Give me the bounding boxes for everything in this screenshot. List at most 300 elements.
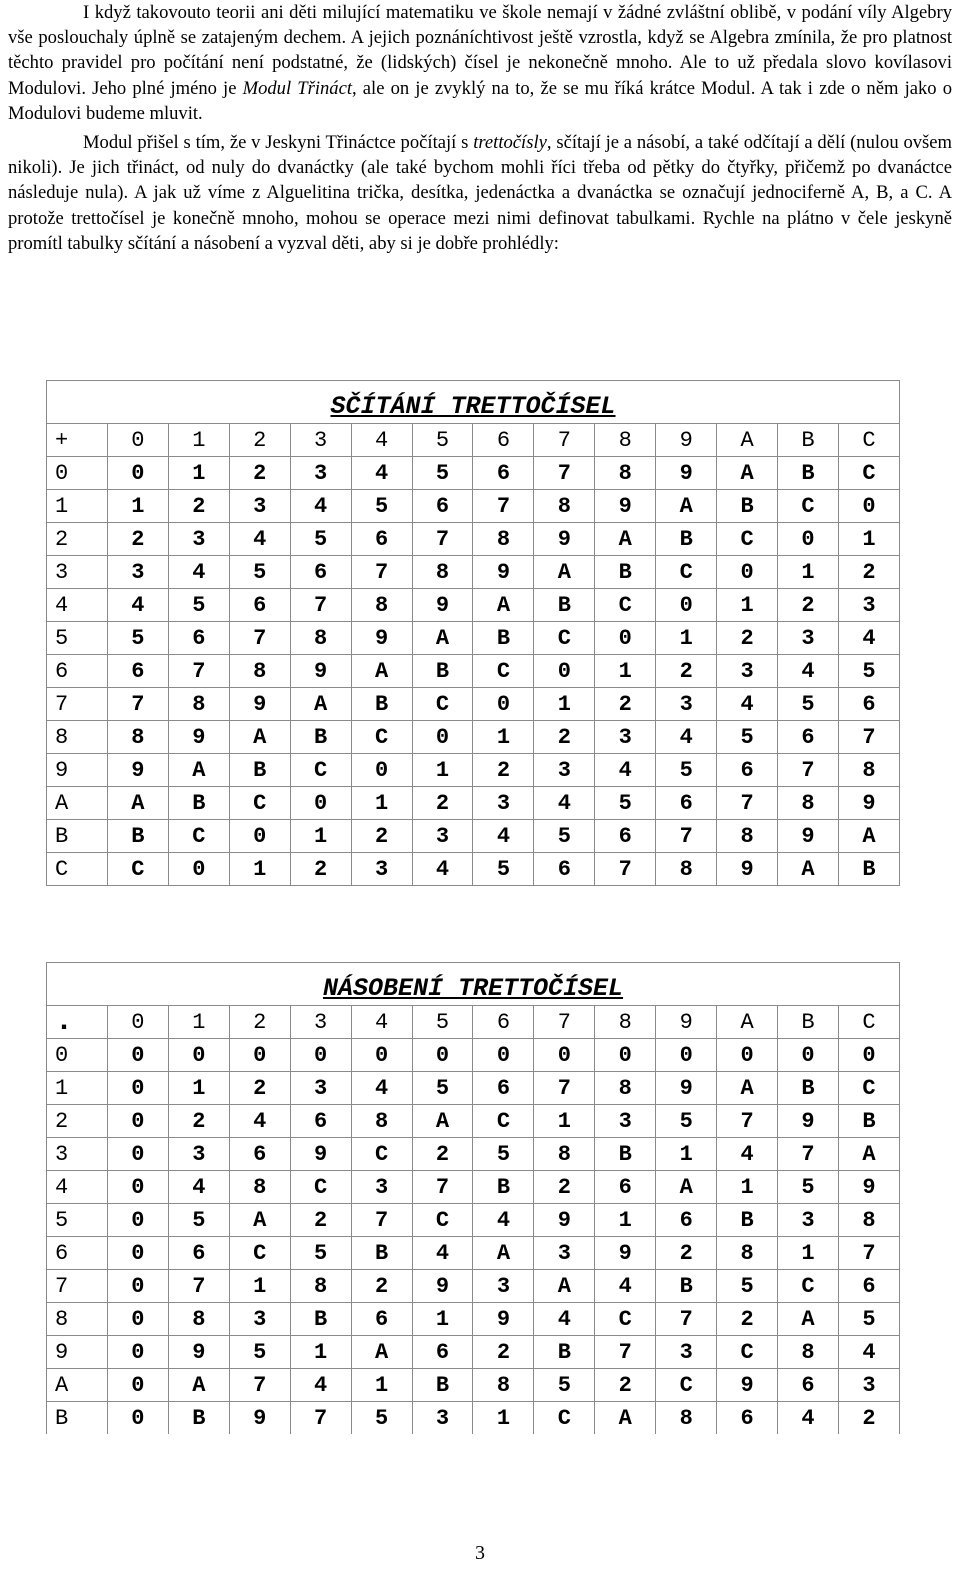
- multiplication-table-cell: 5: [351, 1402, 412, 1435]
- addition-table-cell: C: [656, 556, 717, 589]
- addition-table-cell: 6: [778, 721, 839, 754]
- addition-table: [46, 380, 900, 886]
- text-run: I když takovouto teorii ani děti milující matematiku ve škole nemají v žádné zvláštní oblibě, v podání víly Algebry vše poslouchaly úplně se zatajeným dechem. A jejich poznáníchtivost ještě vzrostla, když se Algebra zmínila, že pro platnost těchto pravidel pro počítání není podstatné, že (lidských) čísel je nekonečně mnoho. Ale to už předala slovo kovílasovi Modulovi. Jeho plné jméno je: [8, 2, 952, 99]
- addition-table-cell: 3: [838, 589, 899, 622]
- addition-table-cell: 6: [229, 589, 290, 622]
- multiplication-table-cell: 1: [412, 1303, 473, 1336]
- addition-table-cell: 6: [168, 622, 229, 655]
- addition-table-cell: 7: [656, 820, 717, 853]
- multiplication-table-cell: 1: [168, 1072, 229, 1105]
- multiplication-table-cell: C: [229, 1237, 290, 1270]
- multiplication-table-cell: 4: [412, 1237, 473, 1270]
- multiplication-row-header: 1: [47, 1072, 108, 1105]
- multiplication-table-cell: C: [290, 1171, 351, 1204]
- multiplication-table-cell: 7: [656, 1303, 717, 1336]
- multiplication-table-cell: 5: [229, 1336, 290, 1369]
- multiplication-table-cell: 0: [107, 1204, 168, 1237]
- multiplication-column-header: 2: [229, 1006, 290, 1039]
- multiplication-table-cell: A: [351, 1336, 412, 1369]
- addition-column-header: 0: [107, 424, 168, 457]
- multiplication-row-header: 5: [47, 1204, 108, 1237]
- multiplication-table-cell: 6: [838, 1270, 899, 1303]
- multiplication-table-cell: 2: [473, 1336, 534, 1369]
- multiplication-table-cell: 4: [473, 1204, 534, 1237]
- addition-table-cell: A: [656, 490, 717, 523]
- multiplication-table-cell: 4: [534, 1303, 595, 1336]
- multiplication-table-cell: 6: [290, 1105, 351, 1138]
- multiplication-table-cell: A: [838, 1138, 899, 1171]
- multiplication-header-row: [47, 1006, 900, 1039]
- addition-row-header: 3: [47, 556, 108, 589]
- addition-table-cell: 2: [717, 622, 778, 655]
- multiplication-table-row: [47, 1336, 900, 1369]
- addition-table-cell: 2: [107, 523, 168, 556]
- addition-table-cell: 0: [717, 556, 778, 589]
- multiplication-table-cell: 0: [778, 1039, 839, 1072]
- multiplication-table-cell: 9: [473, 1303, 534, 1336]
- addition-table-row: [47, 655, 900, 688]
- addition-table-cell: 4: [229, 523, 290, 556]
- multiplication-table-cell: 4: [168, 1171, 229, 1204]
- multiplication-table-cell: 8: [595, 1072, 656, 1105]
- addition-table-cell: 0: [412, 721, 473, 754]
- addition-table-cell: 8: [717, 820, 778, 853]
- multiplication-table-cell: 2: [351, 1270, 412, 1303]
- addition-table-cell: 2: [412, 787, 473, 820]
- multiplication-table-cell: 9: [717, 1369, 778, 1402]
- multiplication-table-cell: 4: [838, 1336, 899, 1369]
- addition-table-cell: A: [412, 622, 473, 655]
- multiplication-table-row: [47, 1237, 900, 1270]
- addition-table-cell: 3: [351, 853, 412, 886]
- addition-table-cell: 5: [534, 820, 595, 853]
- addition-table-cell: 3: [717, 655, 778, 688]
- multiplication-table-cell: 7: [717, 1105, 778, 1138]
- addition-row-header: 5: [47, 622, 108, 655]
- multiplication-table-cell: 9: [838, 1171, 899, 1204]
- addition-table-cell: B: [595, 556, 656, 589]
- multiplication-table-cell: A: [595, 1402, 656, 1435]
- multiplication-table-cell: 7: [290, 1402, 351, 1435]
- multiplication-table-row: [47, 1204, 900, 1237]
- addition-table-cell: 0: [778, 523, 839, 556]
- addition-table-cell: 7: [534, 457, 595, 490]
- multiplication-table-cell: 8: [168, 1303, 229, 1336]
- addition-table-cell: 0: [534, 655, 595, 688]
- multiplication-table-cell: C: [412, 1204, 473, 1237]
- multiplication-table-cell: 0: [107, 1039, 168, 1072]
- multiplication-table-cell: 8: [229, 1171, 290, 1204]
- multiplication-table-row: [47, 1369, 900, 1402]
- multiplication-table-cell: 1: [351, 1369, 412, 1402]
- multiplication-table-cell: 4: [717, 1138, 778, 1171]
- multiplication-table-cell: 5: [534, 1369, 595, 1402]
- multiplication-table-cell: 9: [229, 1402, 290, 1435]
- multiplication-table-cell: 0: [107, 1237, 168, 1270]
- multiplication-table-cell: 5: [168, 1204, 229, 1237]
- multiplication-table-cell: 6: [412, 1336, 473, 1369]
- multiplication-table-cell: A: [534, 1270, 595, 1303]
- multiplication-table-cell: 0: [290, 1039, 351, 1072]
- addition-table-cell: 8: [168, 688, 229, 721]
- addition-table-row: [47, 787, 900, 820]
- multiplication-table-row: [47, 1270, 900, 1303]
- addition-table-row: [47, 490, 900, 523]
- addition-table-cell: 5: [290, 523, 351, 556]
- multiplication-table-cell: 0: [473, 1039, 534, 1072]
- multiplication-table-cell: 9: [656, 1072, 717, 1105]
- addition-table-cell: 9: [838, 787, 899, 820]
- addition-table-cell: 7: [107, 688, 168, 721]
- addition-table-cell: 3: [595, 721, 656, 754]
- addition-table-cell: 7: [290, 589, 351, 622]
- multiplication-column-header: B: [778, 1006, 839, 1039]
- addition-table-cell: 2: [534, 721, 595, 754]
- page-number: 3: [475, 1542, 485, 1564]
- multiplication-table-cell: 0: [107, 1303, 168, 1336]
- multiplication-table-cell: C: [656, 1369, 717, 1402]
- multiplication-table-cell: 0: [595, 1039, 656, 1072]
- addition-table-cell: 1: [473, 721, 534, 754]
- multiplication-table-cell: B: [290, 1303, 351, 1336]
- addition-table-cell: B: [412, 655, 473, 688]
- addition-column-header: 5: [412, 424, 473, 457]
- multiplication-table-cell: 5: [717, 1270, 778, 1303]
- multiplication-table-cell: B: [778, 1072, 839, 1105]
- addition-row-header: 2: [47, 523, 108, 556]
- addition-table-cell: 2: [656, 655, 717, 688]
- multiplication-table-cell: B: [412, 1369, 473, 1402]
- addition-table-cell: 2: [838, 556, 899, 589]
- multiplication-column-header: 8: [595, 1006, 656, 1039]
- addition-table-cell: 4: [412, 853, 473, 886]
- multiplication-table-cell: 5: [412, 1072, 473, 1105]
- addition-table-cell: 0: [595, 622, 656, 655]
- multiplication-table-cell: 1: [717, 1171, 778, 1204]
- addition-table-cell: 5: [473, 853, 534, 886]
- multiplication-table-cell: 7: [351, 1204, 412, 1237]
- multiplication-table-cell: 6: [595, 1171, 656, 1204]
- addition-table-cell: 5: [656, 754, 717, 787]
- text-run: Modul přišel s tím, že v Jeskyni Třináctce počítají s: [83, 132, 474, 154]
- multiplication-table-cell: 4: [595, 1270, 656, 1303]
- addition-row-header: 1: [47, 490, 108, 523]
- multiplication-table-cell: 0: [717, 1039, 778, 1072]
- addition-table-cell: B: [838, 853, 899, 886]
- addition-table-cell: B: [656, 523, 717, 556]
- addition-operator-symbol: +: [47, 424, 108, 457]
- addition-table-cell: 9: [412, 589, 473, 622]
- multiplication-table-cell: 6: [351, 1303, 412, 1336]
- addition-table-cell: 3: [412, 820, 473, 853]
- addition-table-cell: 5: [229, 556, 290, 589]
- addition-table-cell: 6: [534, 853, 595, 886]
- addition-table-cell: 6: [351, 523, 412, 556]
- multiplication-table-cell: 3: [838, 1369, 899, 1402]
- addition-table-cell: 0: [473, 688, 534, 721]
- addition-table-row: [47, 523, 900, 556]
- addition-table-cell: 3: [778, 622, 839, 655]
- multiplication-table-cell: 5: [778, 1171, 839, 1204]
- multiplication-table-cell: 1: [473, 1402, 534, 1435]
- addition-table-cell: A: [229, 721, 290, 754]
- multiplication-table-cell: 3: [351, 1171, 412, 1204]
- multiplication-table-cell: 7: [534, 1072, 595, 1105]
- addition-table-cell: B: [534, 589, 595, 622]
- multiplication-table-cell: 6: [168, 1237, 229, 1270]
- multiplication-table-cell: B: [717, 1204, 778, 1237]
- multiplication-column-header: 5: [412, 1006, 473, 1039]
- multiplication-table-cell: 6: [717, 1402, 778, 1435]
- addition-table-cell: 1: [656, 622, 717, 655]
- multiplication-table-cell: 9: [412, 1270, 473, 1303]
- addition-table-cell: 0: [838, 490, 899, 523]
- addition-table-cell: 8: [351, 589, 412, 622]
- multiplication-table-row: [47, 1402, 900, 1435]
- multiplication-table-cell: 5: [838, 1303, 899, 1336]
- addition-column-header: 7: [534, 424, 595, 457]
- addition-table-cell: 3: [290, 457, 351, 490]
- addition-table-cell: 5: [838, 655, 899, 688]
- multiplication-column-header: 7: [534, 1006, 595, 1039]
- multiplication-table-cell: 3: [595, 1105, 656, 1138]
- addition-table-cell: 6: [107, 655, 168, 688]
- addition-table-cell: A: [595, 523, 656, 556]
- multiplication-table-cell: 4: [290, 1369, 351, 1402]
- multiplication-table-cell: A: [229, 1204, 290, 1237]
- addition-table-cell: B: [168, 787, 229, 820]
- multiplication-table-cell: 0: [229, 1039, 290, 1072]
- multiplication-table-cell: 8: [656, 1402, 717, 1435]
- addition-table-cell: 5: [412, 457, 473, 490]
- addition-table-cell: 1: [168, 457, 229, 490]
- multiplication-table-cell: 3: [778, 1204, 839, 1237]
- addition-table-cell: A: [168, 754, 229, 787]
- paragraph: [8, 0, 952, 126]
- multiplication-table-cell: 1: [229, 1270, 290, 1303]
- multiplication-table-cell: 7: [778, 1138, 839, 1171]
- multiplication-table-cell: 6: [473, 1072, 534, 1105]
- addition-table-cell: 7: [168, 655, 229, 688]
- addition-row-header: 4: [47, 589, 108, 622]
- addition-table-cell: 3: [473, 787, 534, 820]
- multiplication-table-cell: 9: [290, 1138, 351, 1171]
- addition-table-cell: 4: [595, 754, 656, 787]
- addition-table-cell: 7: [778, 754, 839, 787]
- addition-table-row: [47, 622, 900, 655]
- multiplication-table-cell: 3: [229, 1303, 290, 1336]
- multiplication-table-cell: A: [717, 1072, 778, 1105]
- addition-table-cell: 8: [656, 853, 717, 886]
- addition-table-cell: C: [412, 688, 473, 721]
- addition-table-cell: 7: [473, 490, 534, 523]
- multiplication-table-cell: A: [656, 1171, 717, 1204]
- text-run: , sčítají je a násobí, a také odčítají a dělí (nulou ovšem nikoli). Je jich třináct, od nuly do dvanáctky (ale také bychom mohli říci třeba od pětky do čtyřky, přičemž po dvanáctce následuje nula). A jak už víme z Alguelitina trička, desítka, jedenáctka a dvanáctka se označují jednociferně A, B, a C. A protože trettočísel je konečně mnoho, mohou se operace mezi nimi definovat tabulkami. Rychle na plátno v čele jeskyně promítl tabulky sčítání a násobení a vyzval děti, aby si je dobře prohlédly:: [8, 132, 953, 254]
- addition-table-cell: 8: [107, 721, 168, 754]
- multiplication-table-cell: 0: [838, 1039, 899, 1072]
- multiplication-table-cell: 2: [412, 1138, 473, 1171]
- addition-table-cell: 4: [656, 721, 717, 754]
- multiplication-table-cell: B: [838, 1105, 899, 1138]
- addition-table-cell: 5: [107, 622, 168, 655]
- addition-table-cell: 9: [778, 820, 839, 853]
- multiplication-table-cell: C: [595, 1303, 656, 1336]
- addition-table-cell: A: [473, 589, 534, 622]
- multiplication-table-row: [47, 1105, 900, 1138]
- addition-table-cell: C: [168, 820, 229, 853]
- addition-table-cell: 1: [595, 655, 656, 688]
- multiplication-table-cell: 3: [534, 1237, 595, 1270]
- addition-table-cell: 5: [168, 589, 229, 622]
- addition-table-cell: 3: [534, 754, 595, 787]
- addition-table-cell: B: [473, 622, 534, 655]
- addition-table-cell: C: [107, 853, 168, 886]
- addition-table-cell: B: [290, 721, 351, 754]
- addition-table-cell: 7: [412, 523, 473, 556]
- addition-table-cell: 8: [473, 523, 534, 556]
- multiplication-table-cell: B: [656, 1270, 717, 1303]
- multiplication-table-cell: 8: [473, 1369, 534, 1402]
- addition-column-header: 1: [168, 424, 229, 457]
- multiplication-table-cell: 0: [107, 1270, 168, 1303]
- multiplication-row-header: 2: [47, 1105, 108, 1138]
- addition-table-cell: 1: [717, 589, 778, 622]
- addition-header-row: [47, 424, 900, 457]
- addition-table-cell: A: [107, 787, 168, 820]
- multiplication-table: [46, 962, 900, 1434]
- multiplication-table-row: [47, 1039, 900, 1072]
- multiplication-table-cell: 7: [412, 1171, 473, 1204]
- multiplication-table-cell: A: [412, 1105, 473, 1138]
- multiplication-table-cell: 9: [168, 1336, 229, 1369]
- multiplication-table-cell: 8: [290, 1270, 351, 1303]
- addition-table-cell: 9: [168, 721, 229, 754]
- multiplication-table-cell: 5: [656, 1105, 717, 1138]
- multiplication-table-cell: 0: [107, 1072, 168, 1105]
- multiplication-table-cell: 3: [412, 1402, 473, 1435]
- addition-table-cell: 2: [168, 490, 229, 523]
- addition-table-cell: 8: [412, 556, 473, 589]
- multiplication-table-cell: 0: [107, 1369, 168, 1402]
- multiplication-table-cell: 8: [351, 1105, 412, 1138]
- addition-table-cell: A: [290, 688, 351, 721]
- addition-table-cell: A: [534, 556, 595, 589]
- addition-table-cell: 3: [656, 688, 717, 721]
- addition-table-cell: 8: [534, 490, 595, 523]
- addition-row-header: C: [47, 853, 108, 886]
- multiplication-table-cell: 3: [290, 1072, 351, 1105]
- addition-table-cell: 6: [412, 490, 473, 523]
- multiplication-table-cell: 3: [168, 1138, 229, 1171]
- addition-table-cell: 6: [473, 457, 534, 490]
- multiplication-table-row: [47, 1303, 900, 1336]
- multiplication-table-cell: 8: [717, 1237, 778, 1270]
- addition-table-cell: 4: [534, 787, 595, 820]
- addition-table-cell: 8: [838, 754, 899, 787]
- addition-table-cell: 5: [717, 721, 778, 754]
- text-run: , ale on je zvyklý na to, že se mu říká krátce Modul. A tak i zde o něm jako o Modulovi budeme mluvit.: [8, 77, 952, 124]
- addition-table-cell: B: [351, 688, 412, 721]
- addition-table-cell: 1: [534, 688, 595, 721]
- multiplication-table-cell: 2: [534, 1171, 595, 1204]
- addition-table-cell: 9: [351, 622, 412, 655]
- multiplication-table-cell: B: [473, 1171, 534, 1204]
- addition-table-cell: A: [351, 655, 412, 688]
- addition-table-cell: 8: [290, 622, 351, 655]
- multiplication-column-header: C: [838, 1006, 899, 1039]
- multiplication-table-cell: 2: [229, 1072, 290, 1105]
- multiplication-row-header: 7: [47, 1270, 108, 1303]
- addition-table-cell: 1: [290, 820, 351, 853]
- addition-table-cell: 0: [351, 754, 412, 787]
- multiplication-table-row: [47, 1138, 900, 1171]
- multiplication-column-header: 4: [351, 1006, 412, 1039]
- addition-table-cell: 9: [107, 754, 168, 787]
- multiplication-table-cell: B: [595, 1138, 656, 1171]
- italic-term: trettočísly: [473, 132, 547, 154]
- addition-column-header: A: [717, 424, 778, 457]
- addition-table-cell: 4: [838, 622, 899, 655]
- multiplication-table-cell: 0: [656, 1039, 717, 1072]
- addition-table-cell: 1: [107, 490, 168, 523]
- paragraph: [8, 130, 952, 256]
- addition-row-header: 9: [47, 754, 108, 787]
- multiplication-row-header: 4: [47, 1171, 108, 1204]
- multiplication-table-cell: 4: [229, 1105, 290, 1138]
- addition-table-cell: 3: [229, 490, 290, 523]
- addition-row-header: B: [47, 820, 108, 853]
- addition-table-cell: B: [229, 754, 290, 787]
- addition-table-cell: C: [778, 490, 839, 523]
- addition-table-cell: 5: [595, 787, 656, 820]
- multiplication-table-cell: 7: [229, 1369, 290, 1402]
- addition-column-header: 8: [595, 424, 656, 457]
- multiplication-row-header: 6: [47, 1237, 108, 1270]
- addition-table-cell: 2: [595, 688, 656, 721]
- multiplication-table-cell: 7: [595, 1336, 656, 1369]
- addition-title-row: [47, 381, 900, 424]
- addition-table-row: [47, 457, 900, 490]
- addition-table-row: [47, 853, 900, 886]
- multiplication-table-cell: 9: [534, 1204, 595, 1237]
- multiplication-table-cell: 1: [656, 1138, 717, 1171]
- addition-table-cell: 1: [838, 523, 899, 556]
- addition-table-cell: C: [290, 754, 351, 787]
- addition-table-cell: 2: [778, 589, 839, 622]
- multiplication-table-cell: 0: [534, 1039, 595, 1072]
- body-text: [8, 0, 952, 256]
- addition-table-cell: 7: [351, 556, 412, 589]
- addition-row-header: 8: [47, 721, 108, 754]
- multiplication-table-cell: 4: [778, 1402, 839, 1435]
- multiplication-table-cell: 1: [595, 1204, 656, 1237]
- multiplication-table-row: [47, 1171, 900, 1204]
- multiplication-table-cell: 0: [107, 1402, 168, 1435]
- addition-table-row: [47, 556, 900, 589]
- addition-table-cell: C: [717, 523, 778, 556]
- multiplication-table-cell: 3: [656, 1336, 717, 1369]
- multiplication-table-cell: A: [473, 1237, 534, 1270]
- multiplication-table-cell: 6: [656, 1204, 717, 1237]
- addition-table-cell: C: [229, 787, 290, 820]
- multiplication-column-header: A: [717, 1006, 778, 1039]
- addition-table-cell: 4: [473, 820, 534, 853]
- multiplication-table-cell: C: [534, 1402, 595, 1435]
- addition-table-cell: A: [717, 457, 778, 490]
- multiplication-table-row: [47, 1072, 900, 1105]
- addition-column-header: 4: [351, 424, 412, 457]
- addition-table-cell: 2: [229, 457, 290, 490]
